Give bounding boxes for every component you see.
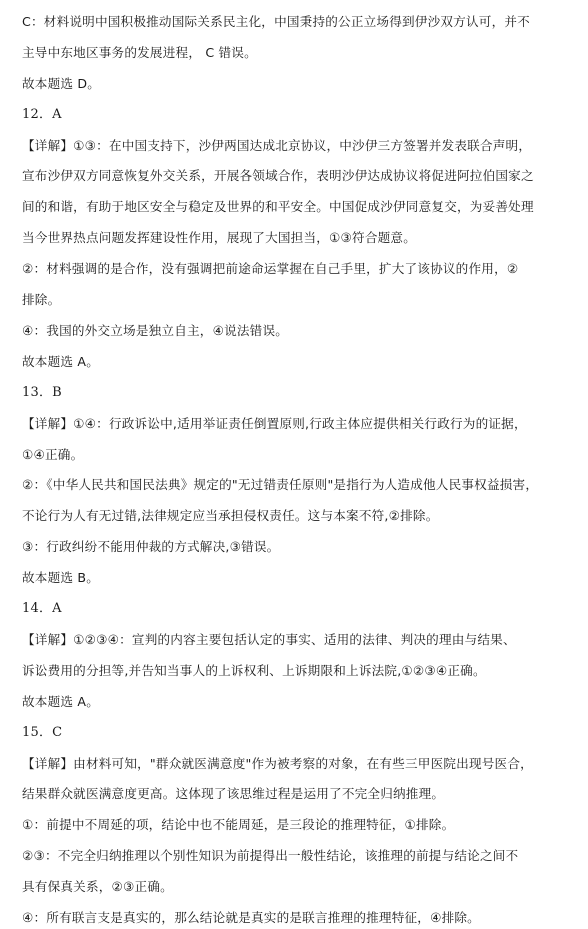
question-number: 13．B [22,385,62,400]
text-line: 【详解】①③：在中国支持下，沙伊两国达成北京协议，中沙伊三方签署并发表联合声明， [22,138,532,153]
text-line: 宣布沙伊双方同意恢复外交关系，开展各领域合作，表明沙伊达成协议将促进阿拉伯国家之 [22,168,534,183]
text-line: 当今世界热点问题发挥建设性作用，展现了大国担当，①③符合题意。 [22,230,416,245]
text-line: 【详解】①④：行政诉讼中,适用举证责任倒置原则,行政主体应提供相关行政行为的证据， [22,416,527,431]
text-line: 间的和谐，有助于地区安全与稳定及世界的和平安全。中国促成沙伊同意复交，为妥善处理 [22,199,534,214]
text-line: ①④正确。 [22,447,84,462]
text-line: C：材料说明中国积极推动国际关系民主化，中国秉持的公正立场得到伊沙双方认可，并不 [22,14,530,29]
text-line: 不论行为人有无过错,法律规定应当承担侵权责任。这与本案不符,②排除。 [22,508,439,523]
text-line: 排除。 [22,292,61,307]
text-line: ④：所有联言支是真实的，那么结论就是真实的是联言推理的推理特征，④排除。 [22,910,480,925]
text-line: ③：行政纠纷不能用仲裁的方式解决,③错误。 [22,539,280,554]
text-line: ①：前提中不周延的项，结论中也不能周延，是三段论的推理特征，①排除。 [22,817,455,832]
text-line: 故本题选 A。 [22,694,99,709]
text-line: 故本题选 A。 [22,354,99,369]
text-line: 故本题选 D。 [22,76,101,91]
text-line: 结果群众就医满意度更高。这体现了该思维过程是运用了不完全归纳推理。 [22,786,445,801]
text-line: 诉讼费用的分担等,并告知当事人的上诉权利、上诉期限和上诉法院,①②③④正确。 [22,663,486,678]
text-line: ②：材料强调的是合作，没有强调把前途命运掌握在自己手里，扩大了该协议的作用，② [22,261,519,276]
text-line: 故本题选 B。 [22,570,100,585]
question-number: 14．A [22,601,62,616]
text-line: 【详解】由材料可知，"群众就医满意度"作为被考察的对象，在有些三甲医院出现号医合， [22,756,533,771]
text-line: ②③：不完全归纳推理以个别性知识为前提得出一般性结论，该推理的前提与结论之间不 [22,848,519,863]
question-number: 15．C [22,725,63,740]
text-line: 【详解】①②③④：宣判的内容主要包括认定的事实、适用的法律、判决的理由与结果、 [22,632,516,647]
text-line: ④：我国的外交立场是独立自主，④说法错误。 [22,323,289,338]
question-number: 12．A [22,107,62,122]
text-line: 具有保真关系，②③正确。 [22,879,173,894]
text-line: ②：《中华人民共和国民法典》规定的"无过错责任原则"是指行为人造成他人民事权益损害， [22,477,539,492]
text-line: 主导中东地区事务的发展进程， C 错误。 [22,45,257,60]
